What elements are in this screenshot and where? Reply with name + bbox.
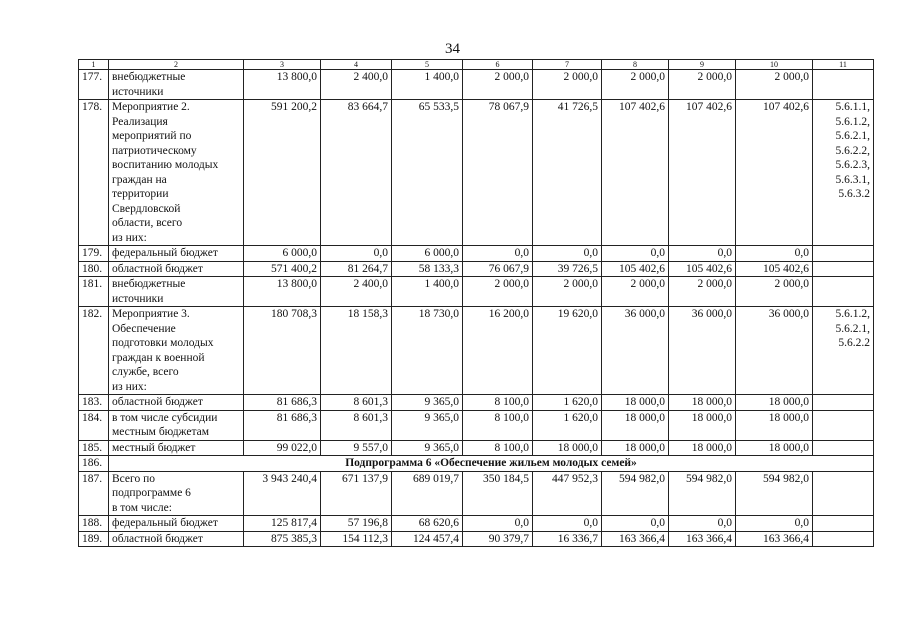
target-codes xyxy=(813,395,874,411)
row-number: 186. xyxy=(79,456,109,472)
row-name-line: подпрограмме 6 xyxy=(112,487,191,499)
column-number: 7 xyxy=(533,60,602,70)
value-cell: 83 664,7 xyxy=(321,100,392,246)
row-number: 188. xyxy=(79,516,109,532)
row-name-line: местным бюджетам xyxy=(112,426,209,438)
value-cell: 1 400,0 xyxy=(392,277,463,307)
value-cell: 0,0 xyxy=(321,246,392,262)
value-cell: 18 000,0 xyxy=(669,395,736,411)
target-code: 5.6.2.1, xyxy=(835,130,870,142)
value-cell: 68 620,6 xyxy=(392,516,463,532)
row-number: 183. xyxy=(79,395,109,411)
target-code: 5.6.3.1, xyxy=(835,173,870,186)
row-number: 185. xyxy=(79,440,109,456)
value-cell: 1 400,0 xyxy=(392,70,463,100)
value-cell: 0,0 xyxy=(533,246,602,262)
row-name-line: службе, всего xyxy=(112,366,179,378)
value-cell: 1 620,0 xyxy=(533,395,602,411)
row-name xyxy=(109,277,244,307)
table-row xyxy=(79,261,874,277)
value-cell: 2 000,0 xyxy=(669,70,736,100)
row-name-line: в том числе: xyxy=(112,501,172,514)
value-cell: 41 726,5 xyxy=(533,100,602,246)
row-name-line: федеральный бюджет xyxy=(112,517,218,529)
value-cell: 0,0 xyxy=(533,516,602,532)
target-code: 5.6.2.3, xyxy=(835,159,870,171)
value-cell: 594 982,0 xyxy=(736,471,813,516)
value-cell: 39 726,5 xyxy=(533,261,602,277)
row-name-line: подготовки молодых xyxy=(112,337,214,349)
value-cell: 9 557,0 xyxy=(321,440,392,456)
value-cell: 0,0 xyxy=(463,246,533,262)
row-name xyxy=(109,516,244,532)
table-row xyxy=(79,516,874,532)
row-name-line: местный бюджет xyxy=(112,441,196,454)
value-cell: 6 000,0 xyxy=(244,246,321,262)
table-body xyxy=(79,60,874,547)
value-cell: 163 366,4 xyxy=(736,531,813,547)
value-cell: 671 137,9 xyxy=(321,471,392,516)
column-number: 1 xyxy=(79,60,109,70)
target-codes xyxy=(813,261,874,277)
value-cell: 571 400,2 xyxy=(244,261,321,277)
row-name-line: граждан к военной xyxy=(112,351,205,364)
value-cell: 81 264,7 xyxy=(321,261,392,277)
row-name-line: областной бюджет xyxy=(112,396,203,408)
value-cell: 18 158,3 xyxy=(321,307,392,395)
row-name-line: воспитанию молодых xyxy=(112,159,219,171)
value-cell: 90 379,7 xyxy=(463,531,533,547)
row-name-line: федеральный бюджет xyxy=(112,247,218,259)
row-name xyxy=(109,261,244,277)
value-cell: 107 402,6 xyxy=(669,100,736,246)
value-cell: 1 620,0 xyxy=(533,410,602,440)
value-cell: 107 402,6 xyxy=(602,100,669,246)
row-name xyxy=(109,410,244,440)
value-cell: 105 402,6 xyxy=(602,261,669,277)
row-name-line: источники xyxy=(112,85,164,98)
value-cell: 36 000,0 xyxy=(602,307,669,395)
value-cell: 18 000,0 xyxy=(533,440,602,456)
column-number: 8 xyxy=(602,60,669,70)
value-cell: 78 067,9 xyxy=(463,100,533,246)
table-row xyxy=(79,410,874,440)
value-cell: 57 196,8 xyxy=(321,516,392,532)
value-cell: 18 000,0 xyxy=(602,410,669,440)
value-cell: 18 000,0 xyxy=(669,440,736,456)
value-cell: 65 533,5 xyxy=(392,100,463,246)
row-name-line: внебюджетные xyxy=(112,71,186,83)
row-name xyxy=(109,246,244,262)
target-codes xyxy=(813,531,874,547)
value-cell: 2 000,0 xyxy=(736,277,813,307)
value-cell: 594 982,0 xyxy=(602,471,669,516)
row-name-line: Обеспечение xyxy=(112,322,176,335)
value-cell: 125 817,4 xyxy=(244,516,321,532)
value-cell: 0,0 xyxy=(602,246,669,262)
value-cell: 36 000,0 xyxy=(736,307,813,395)
subprogram-title: Подпрограмма 6 «Обеспечение жильем молодых семей» xyxy=(109,456,874,472)
value-cell: 18 000,0 xyxy=(736,410,813,440)
value-cell: 689 019,7 xyxy=(392,471,463,516)
row-name-line: мероприятий по xyxy=(112,130,192,142)
row-name-line: областной бюджет xyxy=(112,262,203,275)
row-number: 179. xyxy=(79,246,109,262)
value-cell: 107 402,6 xyxy=(736,100,813,246)
row-name-line: областной бюджет xyxy=(112,532,203,545)
row-number: 189. xyxy=(79,531,109,547)
target-code: 5.6.1.2, xyxy=(835,308,870,320)
target-code: 5.6.2.2 xyxy=(838,337,870,349)
row-name xyxy=(109,531,244,547)
page-number: 34 xyxy=(445,41,460,57)
row-number: 184. xyxy=(79,410,109,440)
row-name xyxy=(109,395,244,411)
row-number: 187. xyxy=(79,471,109,516)
value-cell: 8 100,0 xyxy=(463,395,533,411)
row-name-line: Свердловской xyxy=(112,202,181,215)
table-row xyxy=(79,307,874,395)
value-cell: 81 686,3 xyxy=(244,410,321,440)
value-cell: 0,0 xyxy=(736,246,813,262)
value-cell: 18 730,0 xyxy=(392,307,463,395)
table-row xyxy=(79,277,874,307)
value-cell: 58 133,3 xyxy=(392,261,463,277)
column-number: 9 xyxy=(669,60,736,70)
value-cell: 0,0 xyxy=(669,516,736,532)
target-codes xyxy=(813,440,874,456)
table-row xyxy=(79,70,874,100)
value-cell: 18 000,0 xyxy=(602,395,669,411)
value-cell: 163 366,4 xyxy=(669,531,736,547)
value-cell: 8 601,3 xyxy=(321,410,392,440)
value-cell: 9 365,0 xyxy=(392,395,463,411)
value-cell: 0,0 xyxy=(669,246,736,262)
table-row xyxy=(79,531,874,547)
target-codes xyxy=(813,471,874,516)
row-name-line: граждан на xyxy=(112,173,167,186)
row-name-line: патриотическому xyxy=(112,144,197,157)
value-cell: 8 601,3 xyxy=(321,395,392,411)
row-name-line: территории xyxy=(112,188,169,200)
value-cell: 6 000,0 xyxy=(392,246,463,262)
row-name xyxy=(109,70,244,100)
row-number: 178. xyxy=(79,100,109,246)
value-cell: 13 800,0 xyxy=(244,70,321,100)
target-code: 5.6.2.2, xyxy=(835,144,870,157)
target-code: 5.6.3.2 xyxy=(838,188,870,200)
row-name-line: Всего по xyxy=(112,472,155,485)
target-codes xyxy=(813,516,874,532)
row-name-line: из них: xyxy=(112,231,147,244)
value-cell: 2 000,0 xyxy=(533,70,602,100)
column-number: 3 xyxy=(244,60,321,70)
value-cell: 591 200,2 xyxy=(244,100,321,246)
value-cell: 2 000,0 xyxy=(602,277,669,307)
target-codes xyxy=(813,70,874,100)
value-cell: 0,0 xyxy=(602,516,669,532)
row-name xyxy=(109,307,244,395)
value-cell: 0,0 xyxy=(463,516,533,532)
column-number-row xyxy=(79,60,874,70)
target-codes xyxy=(813,307,874,395)
target-codes xyxy=(813,100,874,246)
row-name xyxy=(109,100,244,246)
value-cell: 447 952,3 xyxy=(533,471,602,516)
value-cell: 99 022,0 xyxy=(244,440,321,456)
value-cell: 2 000,0 xyxy=(669,277,736,307)
value-cell: 18 000,0 xyxy=(736,395,813,411)
row-number: 182. xyxy=(79,307,109,395)
value-cell: 0,0 xyxy=(736,516,813,532)
target-code: 5.6.2.1, xyxy=(835,322,870,335)
value-cell: 105 402,6 xyxy=(669,261,736,277)
value-cell: 18 000,0 xyxy=(736,440,813,456)
value-cell: 2 000,0 xyxy=(533,277,602,307)
value-cell: 2 400,0 xyxy=(321,70,392,100)
table-row xyxy=(79,246,874,262)
value-cell: 8 100,0 xyxy=(463,440,533,456)
row-name-line: Мероприятие 2. xyxy=(112,101,190,113)
row-name-line: внебюджетные xyxy=(112,278,186,290)
table-row xyxy=(79,395,874,411)
column-number: 6 xyxy=(463,60,533,70)
row-name-line: области, всего xyxy=(112,217,183,229)
row-name xyxy=(109,440,244,456)
value-cell: 2 000,0 xyxy=(602,70,669,100)
table-row xyxy=(79,456,874,472)
value-cell: 9 365,0 xyxy=(392,440,463,456)
row-name-line: из них: xyxy=(112,380,147,393)
value-cell: 9 365,0 xyxy=(392,410,463,440)
row-name-line: Реализация xyxy=(112,115,168,128)
value-cell: 350 184,5 xyxy=(463,471,533,516)
value-cell: 2 000,0 xyxy=(463,277,533,307)
column-number: 5 xyxy=(392,60,463,70)
column-number: 11 xyxy=(813,60,874,70)
value-cell: 180 708,3 xyxy=(244,307,321,395)
value-cell: 2 000,0 xyxy=(736,70,813,100)
row-number: 181. xyxy=(79,277,109,307)
row-number: 180. xyxy=(79,261,109,277)
row-name-line: в том числе субсидии xyxy=(112,411,218,424)
target-codes xyxy=(813,277,874,307)
column-number: 4 xyxy=(321,60,392,70)
column-number: 2 xyxy=(109,60,244,70)
value-cell: 18 000,0 xyxy=(669,410,736,440)
column-number: 10 xyxy=(736,60,813,70)
target-codes xyxy=(813,246,874,262)
value-cell: 8 100,0 xyxy=(463,410,533,440)
value-cell: 81 686,3 xyxy=(244,395,321,411)
value-cell: 105 402,6 xyxy=(736,261,813,277)
value-cell: 124 457,4 xyxy=(392,531,463,547)
value-cell: 13 800,0 xyxy=(244,277,321,307)
row-number: 177. xyxy=(79,70,109,100)
value-cell: 154 112,3 xyxy=(321,531,392,547)
row-name-line: источники xyxy=(112,292,164,305)
value-cell: 16 200,0 xyxy=(463,307,533,395)
table-row xyxy=(79,471,874,516)
value-cell: 16 336,7 xyxy=(533,531,602,547)
table-row xyxy=(79,100,874,246)
value-cell: 2 400,0 xyxy=(321,277,392,307)
row-name-line: Мероприятие 3. xyxy=(112,308,190,320)
value-cell: 163 366,4 xyxy=(602,531,669,547)
value-cell: 594 982,0 xyxy=(669,471,736,516)
target-codes xyxy=(813,410,874,440)
value-cell: 875 385,3 xyxy=(244,531,321,547)
value-cell: 3 943 240,4 xyxy=(244,471,321,516)
value-cell: 76 067,9 xyxy=(463,261,533,277)
value-cell: 36 000,0 xyxy=(669,307,736,395)
value-cell: 19 620,0 xyxy=(533,307,602,395)
row-name xyxy=(109,471,244,516)
budget-table xyxy=(78,59,874,547)
target-code: 5.6.1.2, xyxy=(835,115,870,128)
table-row xyxy=(79,440,874,456)
target-code: 5.6.1.1, xyxy=(835,101,870,113)
value-cell: 2 000,0 xyxy=(463,70,533,100)
value-cell: 18 000,0 xyxy=(602,440,669,456)
